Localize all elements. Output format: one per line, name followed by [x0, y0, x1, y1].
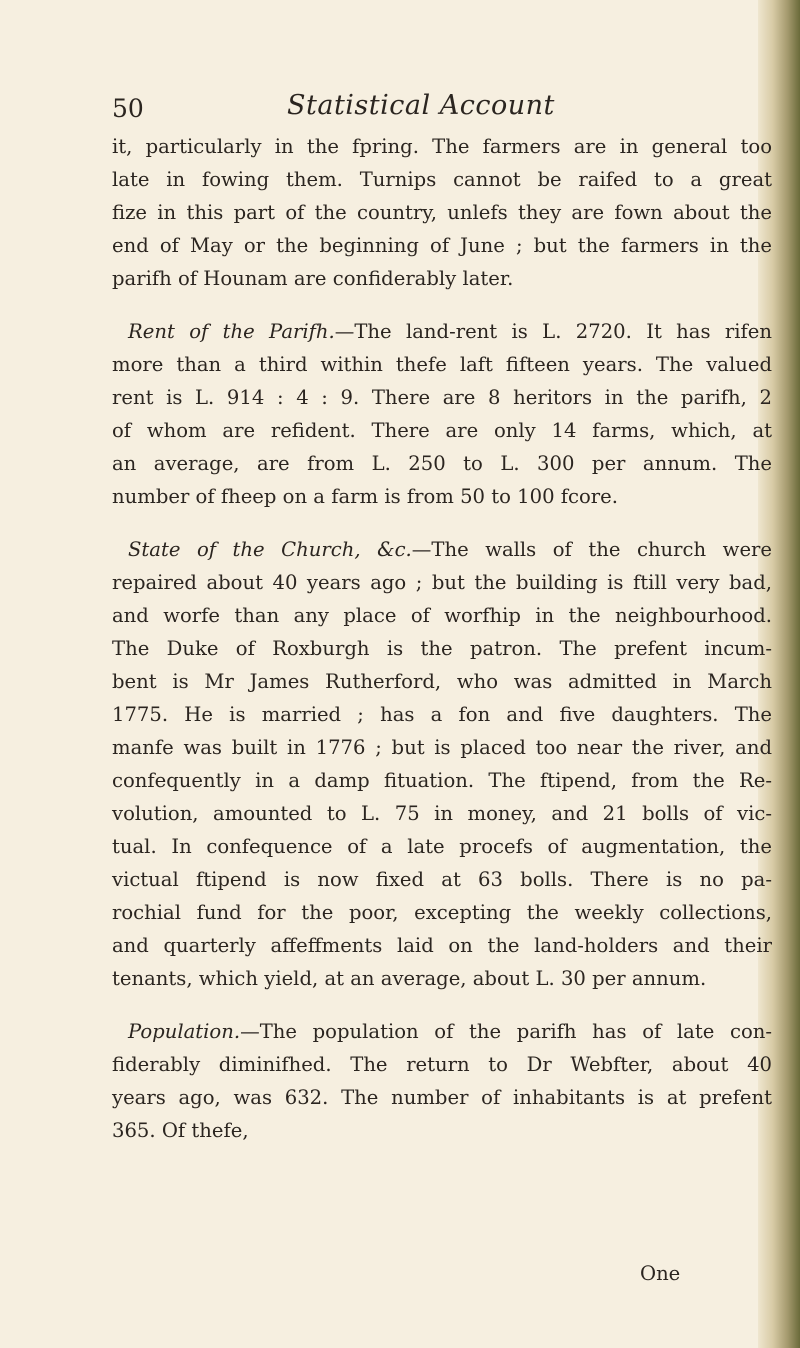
text-line: victual ftipend is now fixed at 63 bolls. There is no pa-	[112, 868, 772, 891]
text-line: The Duke of Roxburgh is the patron. The prefent incum-	[112, 637, 772, 660]
text-line-rest: —The land-rent is L. 2720. It has rifen	[334, 320, 772, 343]
page-number: 50	[112, 94, 144, 123]
text-line: and worfe than any place of worfhip in the neighbourhood.	[112, 604, 772, 627]
section-heading-rent: Rent of the Parifh.	[128, 320, 335, 343]
text-line: it, particularly in the fpring. The farmers are in general too	[112, 135, 772, 158]
text-line: volution, amounted to L. 75 in money, and 21 bolls of vic-	[112, 802, 772, 825]
text-line: bent is Mr James Rutherford, who was admitted in March	[112, 670, 772, 693]
text-line	[112, 315, 772, 348]
text-line: of whom are refident. There are only 14 farms, which, at	[112, 419, 772, 442]
paragraph-population	[112, 1015, 772, 1147]
paragraph-rent	[112, 315, 772, 513]
text-line: and quarterly affeffments laid on the land-holders and their	[112, 934, 772, 957]
text-line: rent is L. 914 : 4 : 9. There are 8 heritors in the parifh, 2	[112, 386, 772, 409]
paragraph-church	[112, 533, 772, 995]
text-line: confequently in a damp fituation. The ftipend, from the Re-	[112, 769, 772, 792]
section-heading-church: State of the Church, &c.	[128, 538, 412, 561]
text-line: more than a third within thefe laft fifteen years. The valued	[112, 353, 772, 376]
text-line: manfe was built in 1776 ; but is placed too near the river, and	[112, 736, 772, 759]
text-line: tenants, which yield, at an average, about L. 30 per annum.	[112, 967, 707, 990]
text-line: repaired about 40 years ago ; but the building is ftill very bad,	[112, 571, 772, 594]
text-line: tual. In confequence of a late procefs of augmentation, the	[112, 835, 772, 858]
text-line: years ago, was 632. The number of inhabitants is at prefent	[112, 1086, 772, 1109]
paragraph-sowing	[112, 130, 772, 295]
text-line: fiderably diminifhed. The return to Dr Webfter, about 40	[112, 1053, 772, 1076]
page-header	[112, 90, 672, 130]
text-line-rest: —The walls of the church were	[411, 538, 772, 561]
text-line: 365. Of thefe,	[112, 1119, 249, 1142]
text-line: parifh of Hounam are confiderably later.	[112, 267, 514, 290]
text-line: number of fheep on a farm is from 50 to 100 fcore.	[112, 485, 618, 508]
running-title: Statistical Account	[287, 90, 555, 121]
section-heading-population: Population.	[128, 1020, 241, 1043]
text-line: end of May or the beginning of June ; but the farmers in the	[112, 234, 772, 257]
text-line: late in fowing them. Turnips cannot be raifed to a great	[112, 168, 772, 191]
catchword: One	[640, 1262, 681, 1285]
text-line: 1775. He is married ; has a fon and five daughters. The	[112, 703, 772, 726]
text-line: rochial fund for the poor, excepting the weekly collections,	[112, 901, 772, 924]
text-line	[112, 1015, 772, 1048]
body-text	[112, 130, 772, 1167]
text-line: an average, are from L. 250 to L. 300 per annum. The	[112, 452, 772, 475]
text-line-rest: —The population of the parifh has of late con-	[240, 1020, 772, 1043]
text-line: fize in this part of the country, unlefs they are fown about the	[112, 201, 772, 224]
text-line	[112, 533, 772, 566]
